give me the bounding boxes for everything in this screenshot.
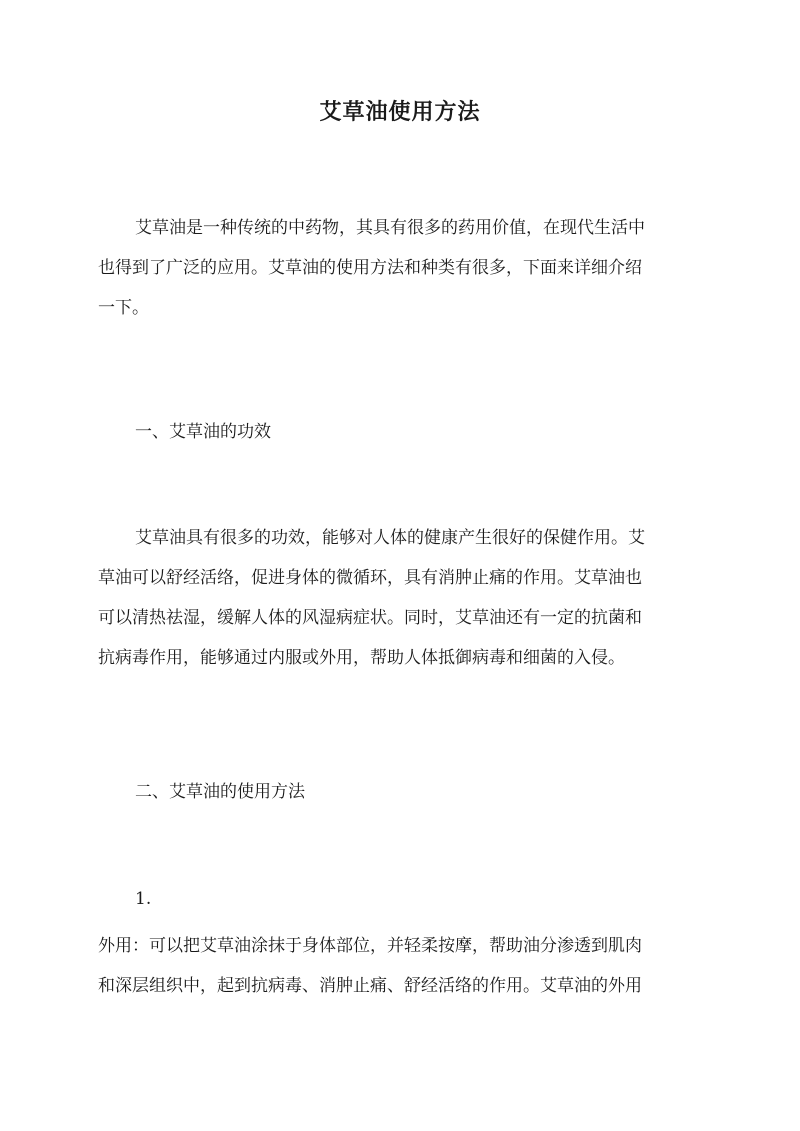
efficacy-line: 艾草油具有很多的功效，能够对人体的健康产生很好的保健作用。艾 [135,528,645,548]
usage-line: 和深层组织中，起到抗病毒、消肿止痛、舒经活络的作用。艾草油的外用 [98,976,642,996]
usage-line: 外用：可以把艾草油涂抹于身体部位，并轻柔按摩，帮助油分渗透到肌肉 [98,936,642,956]
section-heading-text: 一、艾草油的功效 [135,422,271,442]
section-heading-usage [98,772,702,812]
efficacy-line: 抗病毒作用，能够通过内服或外用，帮助人体抵御病毒和细菌的入侵。 [98,648,625,668]
item-number: 1. [135,889,152,909]
intro-line: 也得到了广泛的应用。艾草油的使用方法和种类有很多，下面来详细介绍 [98,258,642,278]
intro-paragraph [98,208,702,328]
efficacy-paragraph [98,518,702,678]
intro-line: 一下。 [98,298,149,318]
intro-line: 艾草油是一种传统的中药物，其具有很多的药用价值，在现代生活中 [135,218,645,238]
list-item-number [98,879,702,919]
efficacy-line: 可以清热祛湿，缓解人体的风湿病症状。同时，艾草油还有一定的抗菌和 [98,608,642,628]
efficacy-line: 草油可以舒经活络，促进身体的微循环，具有消肿止痛的作用。艾草油也 [98,568,642,588]
document-title: 艾草油使用方法 [319,99,481,125]
usage-paragraph [98,926,702,1006]
section-heading-efficacy [98,412,702,452]
section-heading-text: 二、艾草油的使用方法 [135,782,305,802]
